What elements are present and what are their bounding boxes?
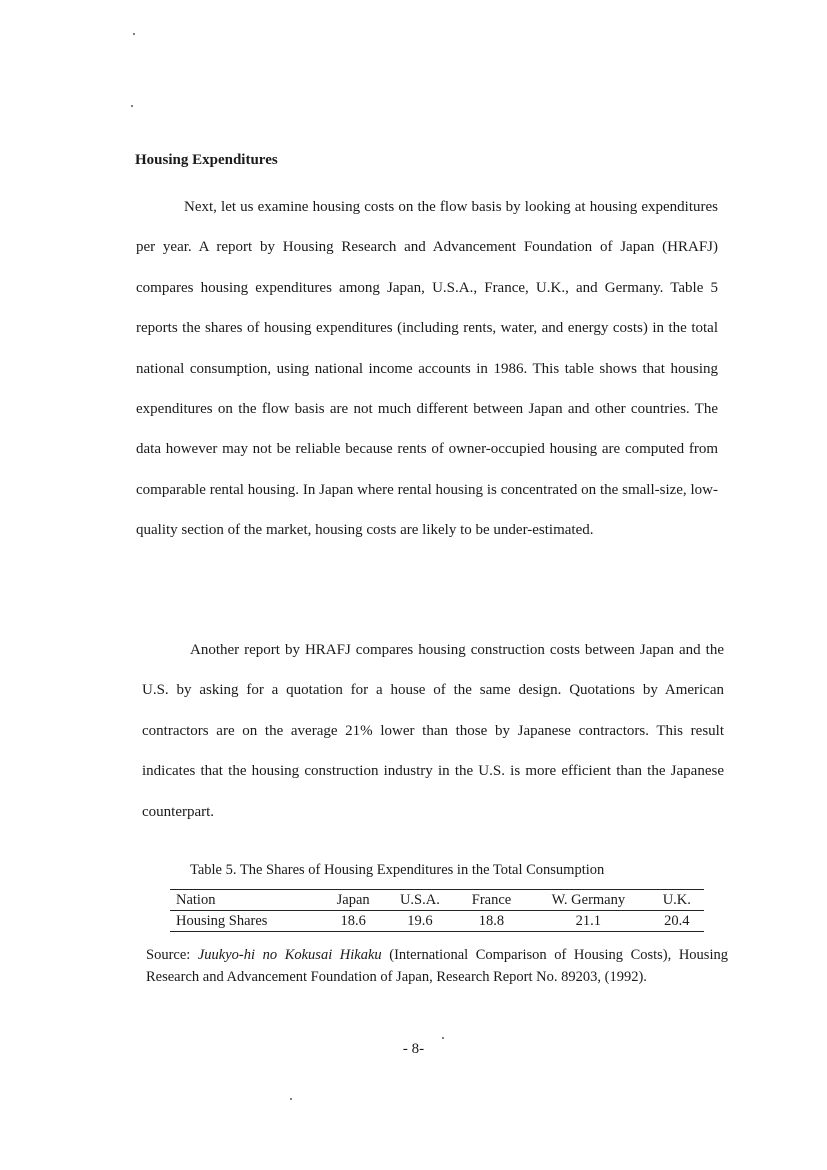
source-prefix: Source: (146, 947, 198, 963)
table-header-row (170, 890, 704, 911)
paragraph-housing-expenditures: Next, let us examine housing costs on the flow basis by looking at housing expenditures per year. A report by Housing Research and Advancement Foundation of Japan (HRAFJ) compares housing expenditures among Japan, U.S.A., France, U.K., and Germany. Table 5 reports the shares of housing expenditures (including rents, water, and energy costs) in the total national consumption, using national income accounts in 1986. This table shows that housing expenditures on the flow basis are not much different between Japan and other countries. The data however may not be reliable because rents of owner-occupied housing are computed from comparable rental housing. In Japan where rental housing is concentrated on the small-size, low-quality section of the market, housing costs are likely to be under-estimated. (136, 199, 718, 539)
cell-france: 18.8 (478, 912, 505, 929)
header-cell-france: France (456, 890, 527, 911)
cell-japan: 18.6 (340, 912, 366, 929)
table-row (170, 911, 704, 932)
header-cell-japan: Japan (322, 890, 384, 911)
source-title: Juukyo-hi no Kokusai Hikaku (197, 947, 382, 963)
table-caption: Table 5. The Shares of Housing Expenditures in the Total Consumption (190, 862, 605, 878)
scan-speck (442, 1037, 444, 1039)
scan-speck (131, 105, 133, 107)
cell-west-germany: 21.1 (575, 912, 602, 929)
header-cell-west-germany: W. Germany (527, 890, 649, 911)
section-heading: Housing Expenditures (135, 152, 278, 168)
paragraph-construction-costs: Another report by HRAFJ compares housing construction costs between Japan and the U.S. by asking for a quotation for a house of the same design. Quotations by American contractors are on the average 21% lower than those by Japanese contractors. This result indicates that the housing construction industry in the U.S. is more efficient than the Japanese counterpart. (142, 642, 724, 820)
cell-usa: 19.6 (407, 912, 433, 929)
header-cell-uk: U.K. (650, 890, 704, 911)
scan-speck (133, 33, 135, 35)
cell-uk: 20.4 (664, 912, 690, 929)
scan-speck (290, 1098, 292, 1100)
row-label-housing-shares: Housing Shares (176, 912, 268, 929)
header-cell-nation: Nation (170, 890, 322, 911)
source-note (146, 944, 728, 988)
housing-shares-table (170, 889, 704, 932)
page-number: - 8- (402, 1041, 425, 1057)
source-details: (International Comparison of Housing Costs), Housing Research and Advancement Foundation of Japan, Research Report No. 89203, (1992). (146, 947, 728, 985)
header-cell-usa: U.S.A. (384, 890, 456, 911)
